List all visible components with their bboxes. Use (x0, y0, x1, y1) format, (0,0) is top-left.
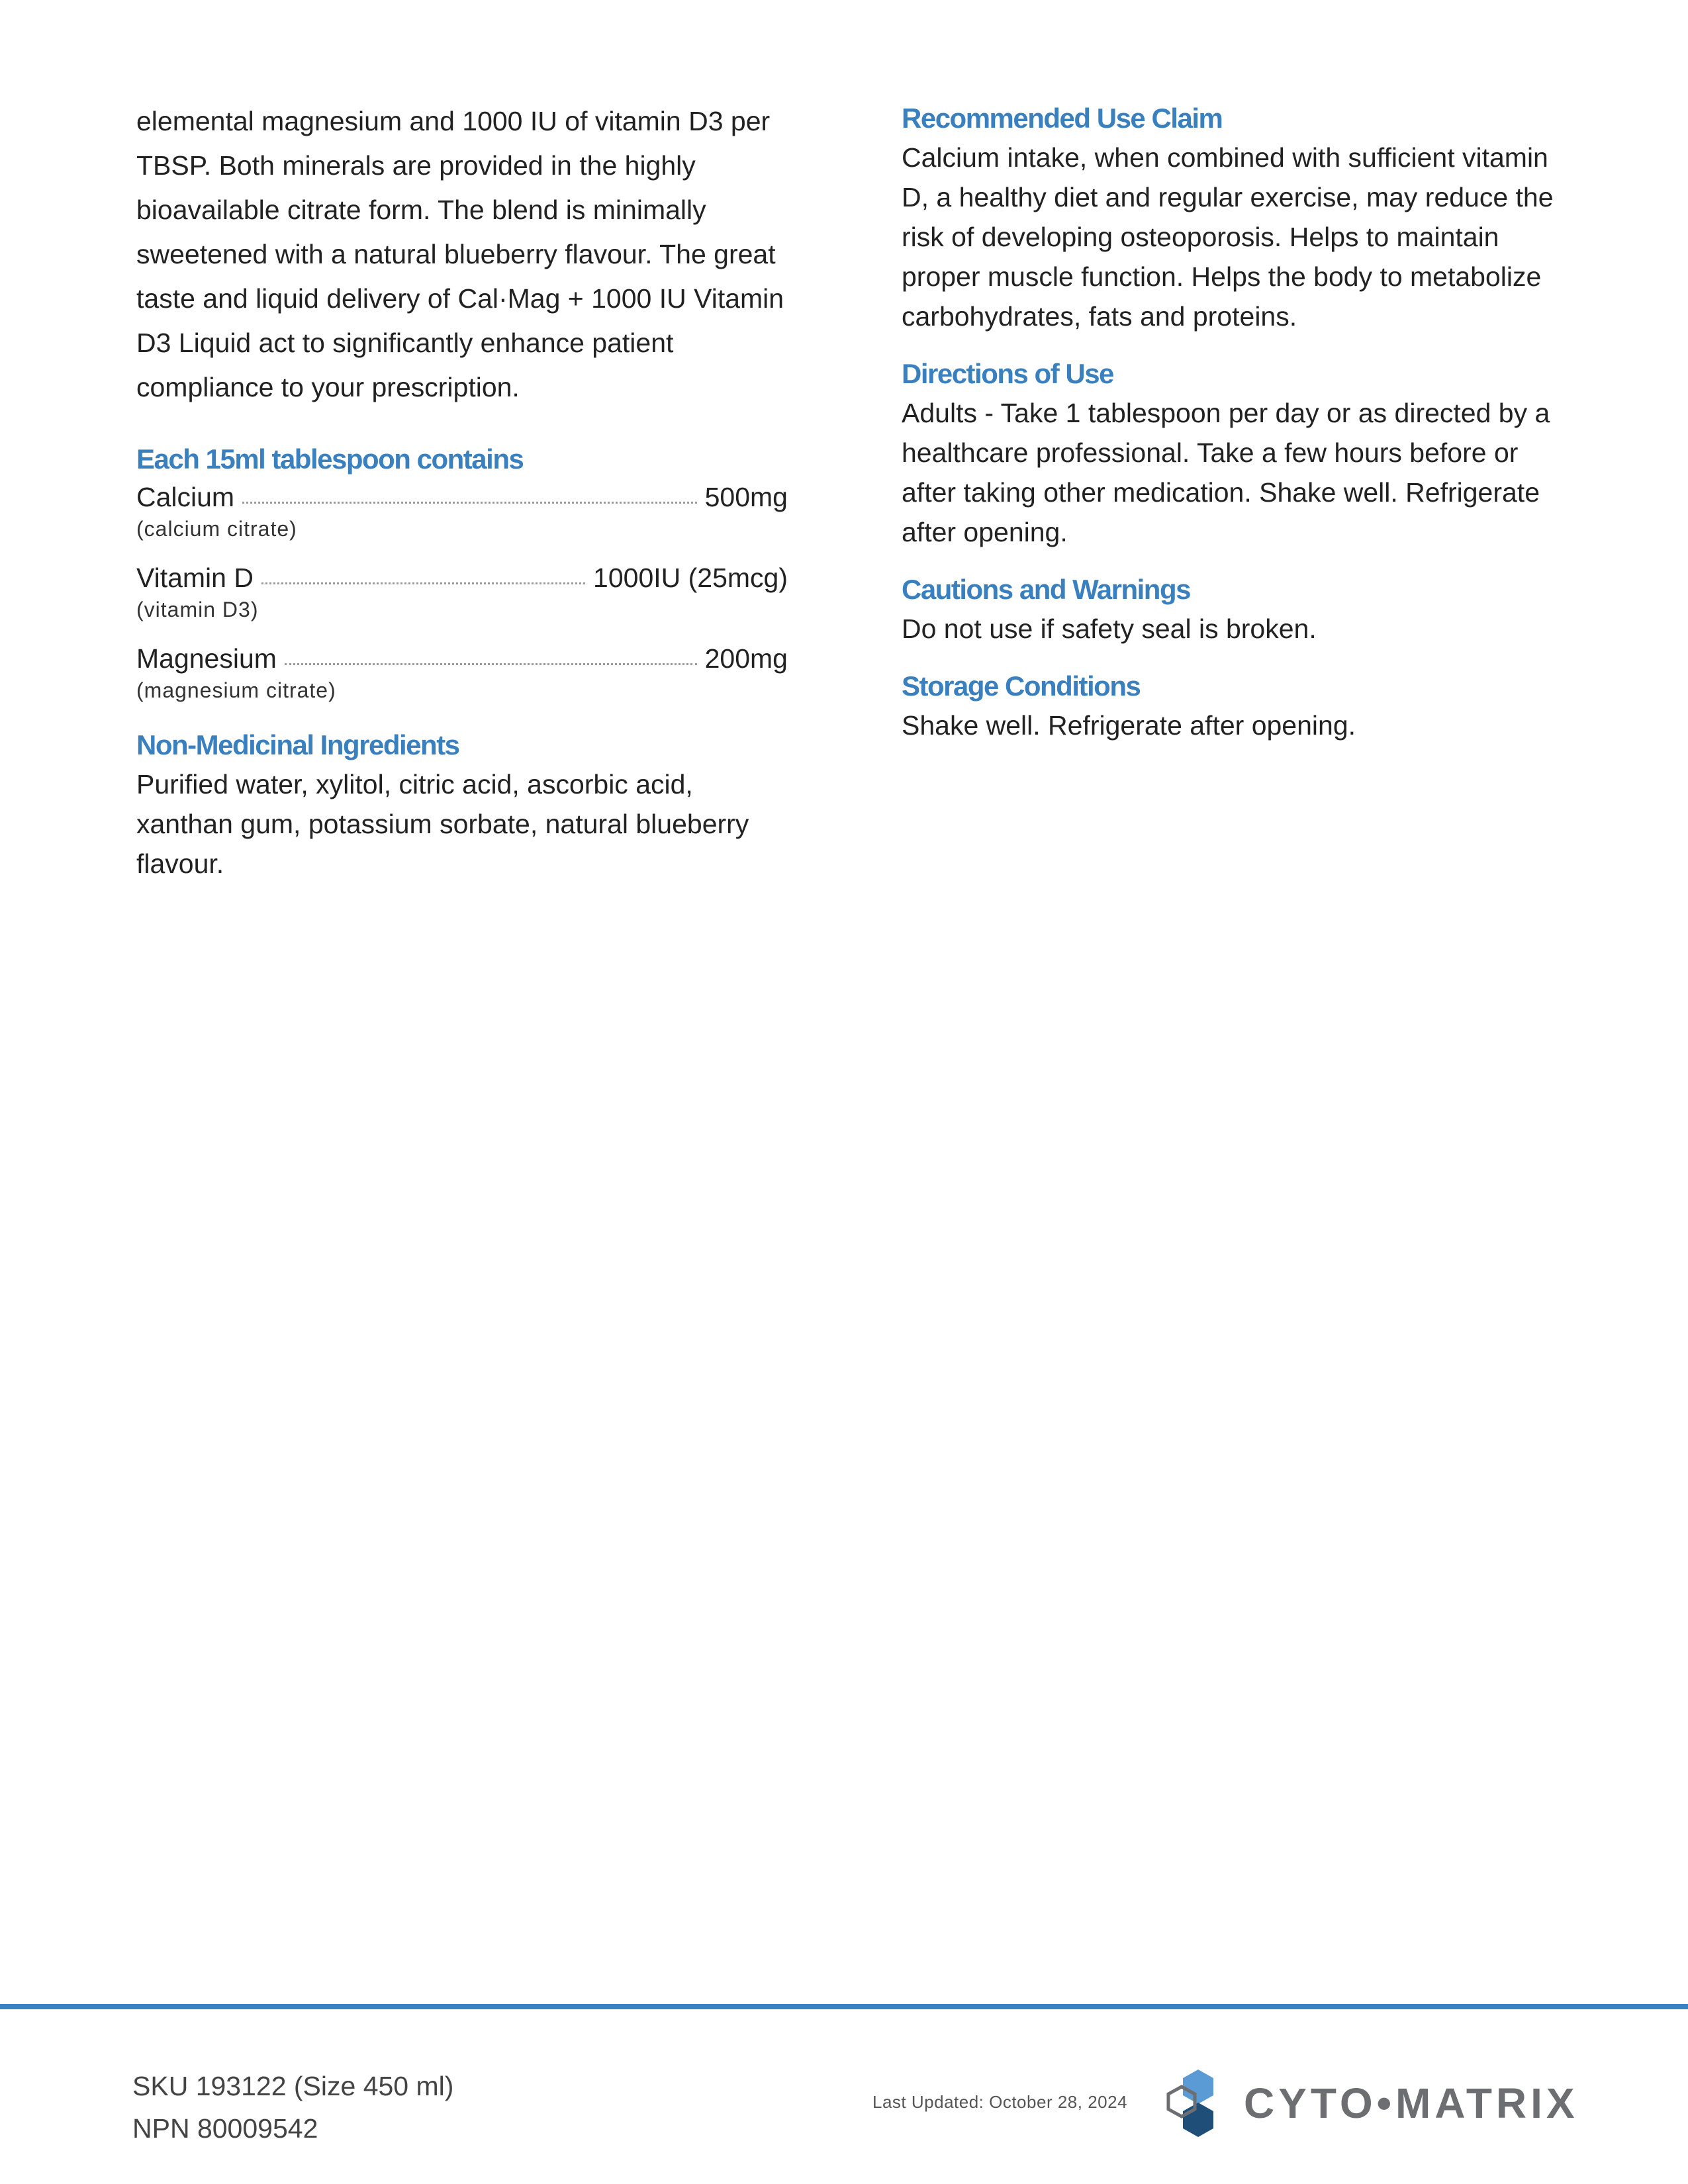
hexagon-logo-icon (1162, 2067, 1235, 2140)
ingredient-amount: 1000IU (25mcg) (593, 563, 788, 593)
footer-product-info (132, 2065, 453, 2150)
last-updated-text: Last Updated: October 28, 2024 (872, 2092, 1128, 2112)
intro-paragraph: elemental magnesium and 1000 IU of vitamin D3 per TBSP. Both minerals are provided in the highly bioavailable citrate form. The blend is minimally sweetened with a natural blueberry flavour. The great taste and liquid delivery of Cal·Mag + 1000 IU Vitamin D3 Liquid act to significantly enhance patient compliance to your prescription. (136, 106, 784, 402)
ingredient-calcium (136, 478, 788, 542)
sku-text: SKU 193122 (Size 450 ml) (132, 2071, 454, 2101)
recommended-use-heading: Recommended Use Claim (902, 103, 1223, 134)
ingredient-vitamin-d (136, 559, 788, 623)
cytomatrix-logo (1162, 2067, 1579, 2140)
right-column (902, 99, 1557, 764)
ingredient-name: Vitamin D (136, 563, 254, 593)
ingredient-magnesium (136, 640, 788, 704)
footer-rule (0, 2004, 1688, 2009)
dot-leader (285, 663, 697, 665)
npn-text: NPN 80009542 (132, 2113, 318, 2144)
ingredient-amount: 500mg (704, 482, 788, 512)
contains-heading: Each 15ml tablespoon contains (136, 443, 524, 475)
dot-leader (261, 582, 585, 584)
storage-heading: Storage Conditions (902, 670, 1141, 702)
ingredient-source: (calcium citrate) (136, 517, 297, 541)
directions-heading: Directions of Use (902, 358, 1113, 389)
cautions-heading: Cautions and Warnings (902, 574, 1190, 605)
cautions-text: Do not use if safety seal is broken. (902, 614, 1317, 644)
ingredient-source: (magnesium citrate) (136, 678, 336, 702)
ingredient-amount: 200mg (704, 643, 788, 674)
ingredient-name: Calcium (136, 482, 235, 512)
ingredient-name: Magnesium (136, 643, 277, 674)
directions-text: Adults - Take 1 tablespoon per day or as directed by a healthcare professional. Take a few hours before or after taking other medication. Shake well. Refrigerate after opening. (902, 398, 1550, 547)
non-medicinal-text: Purified water, xylitol, citric acid, ascorbic acid, xanthan gum, potassium sorbate, natural blueberry flavour. (136, 769, 749, 879)
storage-text: Shake well. Refrigerate after opening. (902, 710, 1356, 741)
logo-wordmark: CYTO•MATRIX (1244, 2079, 1579, 2127)
dot-leader (242, 502, 697, 504)
ingredient-source: (vitamin D3) (136, 598, 259, 621)
left-column (136, 99, 788, 884)
non-medicinal-heading: Non-Medicinal Ingredients (136, 729, 459, 760)
recommended-use-text: Calcium intake, when combined with sufficient vitamin D, a healthy diet and regular exercise, may reduce the risk of developing osteoporosis. Helps to maintain proper muscle function. Helps the body to metabolize carbohydrates, fats and proteins. (902, 142, 1554, 332)
